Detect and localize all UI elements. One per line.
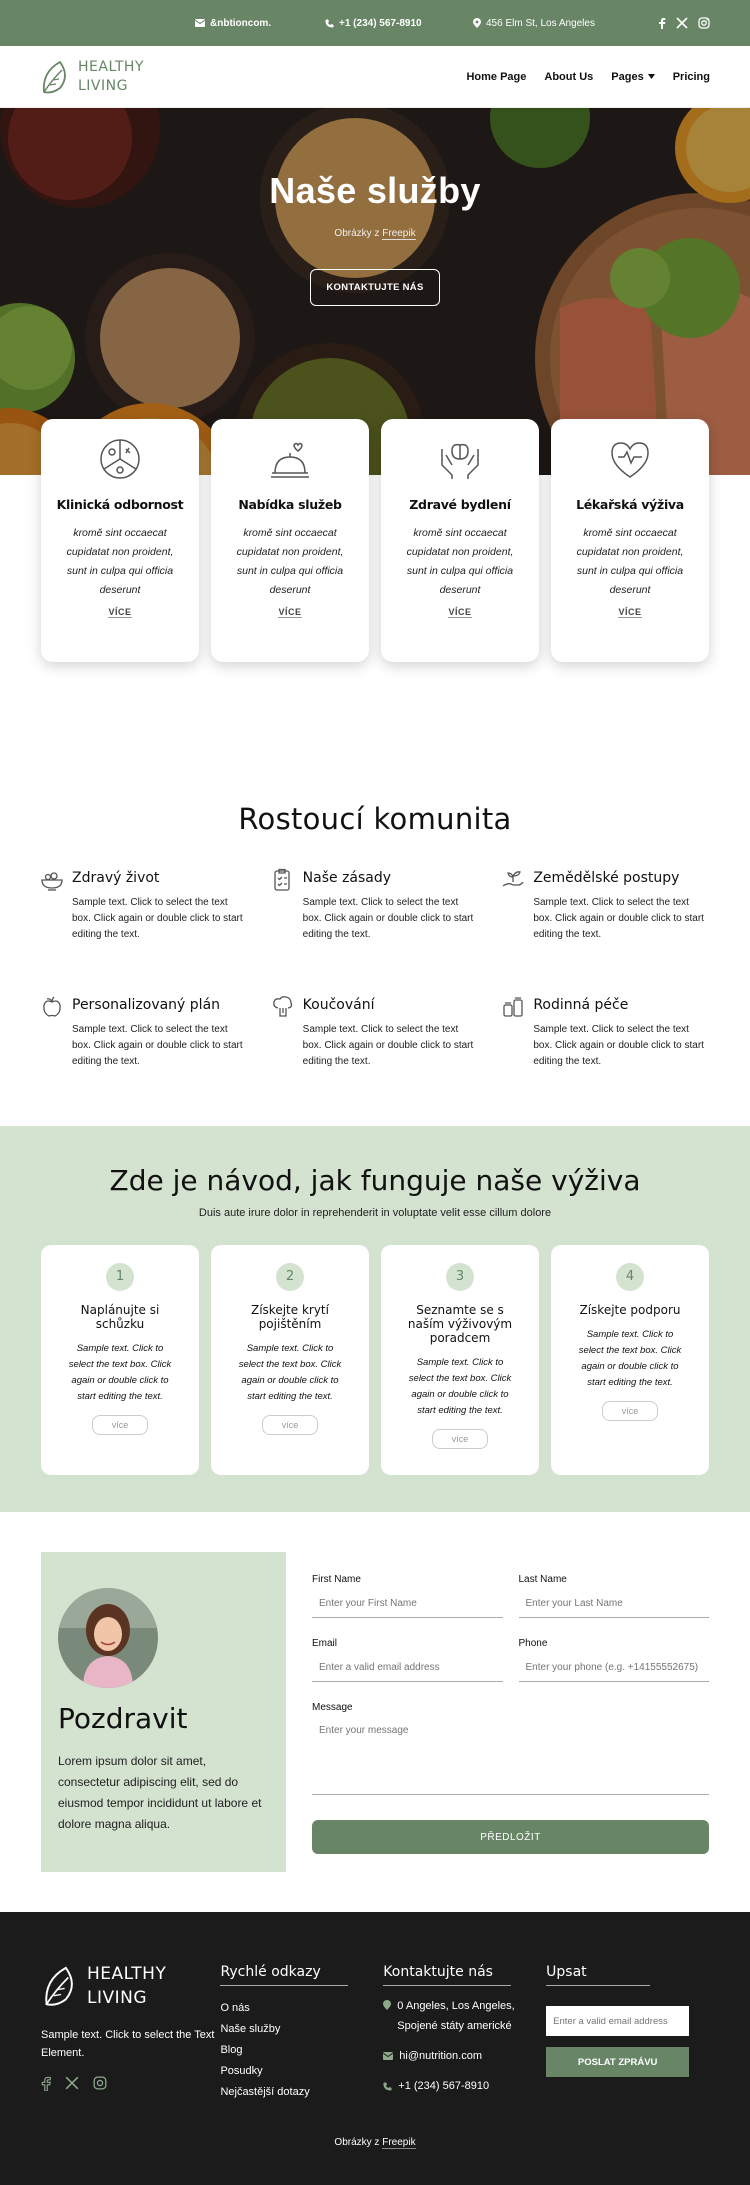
sprout-hand-icon xyxy=(501,868,525,892)
step-text: Sample text. Click to select the text box. Click again or double click to start editing the text. xyxy=(238,1343,342,1402)
step-more-button[interactable]: více xyxy=(262,1415,318,1435)
topbar-social-links xyxy=(658,17,710,29)
facebook-icon[interactable] xyxy=(658,17,666,29)
nav-pages[interactable] xyxy=(611,71,654,83)
footer-email-text: hi@nutrition.com xyxy=(399,2050,482,2062)
logo-line-2: LIVING xyxy=(78,77,128,94)
footer-phone-text: +1 (234) 567-8910 xyxy=(398,2080,490,2092)
hero-image-credit xyxy=(0,228,750,239)
community-section xyxy=(0,728,750,1110)
step-card xyxy=(381,1245,539,1475)
main-nav xyxy=(466,71,710,83)
phone-label: Phone xyxy=(518,1638,548,1649)
footer-link[interactable]: Blog xyxy=(220,2044,243,2056)
service-card xyxy=(41,419,199,662)
footer-phone[interactable] xyxy=(383,2076,546,2096)
footer-logo[interactable] xyxy=(41,1962,220,2010)
community-feature xyxy=(40,995,249,1070)
step-more-button[interactable]: více xyxy=(92,1415,148,1435)
steps-title: Zde je návod, jak funguje naše výživa xyxy=(109,1164,641,1197)
footer-email[interactable] xyxy=(383,2046,546,2066)
topbar-phone[interactable] xyxy=(325,18,473,29)
step-card xyxy=(211,1245,369,1475)
nav-about[interactable]: About Us xyxy=(544,70,594,83)
x-icon[interactable] xyxy=(676,17,688,29)
nav-pages-label: Pages xyxy=(611,70,644,83)
message-textarea[interactable] xyxy=(312,1721,709,1795)
footer-address-text: 0 Angeles, Los Angeles, Spojené státy americké xyxy=(397,2000,515,2032)
heart-apple-icon xyxy=(608,437,652,481)
subscribe-title: Upsat xyxy=(546,1964,650,1986)
feature-text: Sample text. Click to select the text box. Click again or double click to start editing the text. xyxy=(72,1024,243,1067)
hero-title: Naše služby xyxy=(269,170,481,211)
hands-brain-icon xyxy=(438,437,482,481)
footer-link[interactable]: Nejčastější dotazy xyxy=(220,2086,310,2098)
greeting-text: Lorem ipsum dolor sit amet, consectetur adipiscing elit, sed do eiusmod tempor incididunt ut labore et dolore magna aliqua. xyxy=(58,1754,262,1831)
service-title: Klinická odbornost xyxy=(56,497,184,512)
topbar-phone-text: +1 (234) 567-8910 xyxy=(339,17,422,29)
footer-logo-line-1: HEALTHY xyxy=(87,1964,167,1984)
feature-title: Zemědělské postupy xyxy=(533,870,680,886)
last-name-input[interactable] xyxy=(519,1594,710,1618)
greeting-panel xyxy=(41,1552,286,1872)
phone-icon xyxy=(383,2082,392,2091)
jars-icon xyxy=(501,995,525,1019)
contact-form xyxy=(312,1552,709,1872)
hero-contact-button[interactable]: KONTAKTUJTE NÁS xyxy=(310,269,440,306)
service-more-link[interactable]: VÍCE xyxy=(618,607,642,617)
diet-plate-icon xyxy=(98,437,142,481)
feature-text: Sample text. Click to select the text box. Click again or double click to start editing the text. xyxy=(533,897,704,940)
feature-title: Koučování xyxy=(302,997,375,1013)
service-text: kromě sint occaecat cupidatat non proident, sunt in culpa qui officia deserunt xyxy=(576,527,684,596)
step-number: 1 xyxy=(106,1263,134,1291)
step-more-button[interactable]: více xyxy=(432,1429,488,1449)
broccoli-icon xyxy=(271,995,295,1019)
community-feature xyxy=(40,868,249,943)
site-header xyxy=(0,46,750,108)
subscribe-button[interactable]: POSLAT ZPRÁVU xyxy=(546,2047,689,2077)
chevron-down-icon xyxy=(648,74,655,79)
footer-link[interactable]: Naše služby xyxy=(220,2023,281,2035)
last-name-label: Last Name xyxy=(518,1574,567,1585)
nav-pricing[interactable]: Pricing xyxy=(672,70,710,83)
cloche-heart-icon xyxy=(268,437,312,481)
apple-icon xyxy=(40,995,64,1019)
step-number: 3 xyxy=(446,1263,474,1291)
step-text: Sample text. Click to select the text box. Click again or double click to start editing the text. xyxy=(408,1357,512,1416)
footer-logo-line-2: LIVING xyxy=(87,1988,148,2008)
step-title: Seznamte se s naším výživovým poradcem xyxy=(407,1303,513,1345)
community-feature xyxy=(271,868,480,943)
feature-text: Sample text. Click to select the text box. Click again or double click to start editing the text. xyxy=(302,1024,474,1067)
feature-title: Personalizovaný plán xyxy=(72,997,221,1013)
greeting-title: Pozdravit xyxy=(58,1702,188,1735)
step-more-button[interactable]: více xyxy=(602,1401,658,1421)
service-title: Lékařská výživa xyxy=(576,497,684,512)
footer-credit-prefix: Obrázky z xyxy=(334,2137,380,2148)
phone-icon xyxy=(325,19,334,28)
community-feature xyxy=(501,868,710,943)
service-more-link[interactable]: VÍCE xyxy=(108,607,132,617)
topbar-email-text: &nbtioncom. xyxy=(210,17,272,29)
step-title: Získejte podporu xyxy=(579,1303,681,1317)
feature-title: Rodinná péče xyxy=(533,997,629,1013)
footer-link[interactable]: O nás xyxy=(220,2002,250,2014)
phone-input[interactable] xyxy=(519,1658,710,1682)
message-label: Message xyxy=(312,1702,353,1713)
community-title: Rostoucí komunita xyxy=(238,802,512,836)
hero-credit-link[interactable]: Freepik xyxy=(382,228,416,239)
footer-contact-title: Kontaktujte nás xyxy=(383,1964,511,1986)
instagram-icon[interactable] xyxy=(698,17,710,29)
service-more-link[interactable]: VÍCE xyxy=(448,607,472,617)
quick-links-title: Rychlé odkazy xyxy=(220,1964,348,1986)
how-it-works-section xyxy=(0,1126,750,1512)
leaf-logo-icon xyxy=(40,58,72,96)
mail-icon xyxy=(383,2052,393,2060)
first-name-label: First Name xyxy=(312,1574,361,1585)
location-pin-icon xyxy=(383,2000,391,2010)
submit-button[interactable]: PŘEDLOŽIT xyxy=(312,1820,709,1854)
step-card xyxy=(41,1245,199,1475)
email-input[interactable] xyxy=(312,1658,503,1682)
instagram-icon[interactable] xyxy=(93,2076,107,2090)
checklist-icon xyxy=(271,868,295,892)
feature-title: Naše zásady xyxy=(302,870,392,886)
service-text: kromě sint occaecat cupidatat non proident, sunt in culpa qui officia deserunt xyxy=(236,527,344,596)
service-card xyxy=(211,419,369,662)
service-text: kromě sint occaecat cupidatat non proident, sunt in culpa qui officia deserunt xyxy=(406,527,514,596)
footer-image-credit xyxy=(0,2137,750,2148)
community-feature xyxy=(271,995,480,1070)
service-more-link[interactable]: VÍCE xyxy=(278,607,302,617)
site-footer xyxy=(0,1912,750,2185)
service-card xyxy=(551,419,709,662)
feature-text: Sample text. Click to select the text box. Click again or double click to start editing the text. xyxy=(533,1024,704,1067)
step-title: Získejte krytí pojištěním xyxy=(251,1303,329,1331)
topbar-email[interactable] xyxy=(195,18,325,29)
facebook-icon[interactable] xyxy=(41,2076,51,2091)
footer-social-links xyxy=(41,2076,220,2091)
step-text: Sample text. Click to select the text box. Click again or double click to start editing the text. xyxy=(578,1329,682,1388)
step-number: 4 xyxy=(616,1263,644,1291)
service-card xyxy=(381,419,539,662)
email-label: Email xyxy=(312,1638,338,1649)
bowl-icon xyxy=(40,868,64,892)
hero-credit-prefix: Obrázky z xyxy=(334,228,380,239)
site-logo[interactable] xyxy=(40,58,144,96)
top-contact-bar xyxy=(0,0,750,46)
x-icon[interactable] xyxy=(65,2076,79,2090)
contact-section xyxy=(0,1512,750,1912)
nav-home[interactable]: Home Page xyxy=(466,70,527,83)
services-section xyxy=(0,475,750,728)
first-name-input[interactable] xyxy=(312,1594,503,1618)
step-number: 2 xyxy=(276,1263,304,1291)
footer-description: Sample text. Click to select the Text Element. xyxy=(41,2029,215,2059)
logo-line-1: HEALTHY xyxy=(78,58,144,75)
feature-text: Sample text. Click to select the text box. Click again or double click to start editing the text. xyxy=(72,897,243,940)
feature-title: Zdravý život xyxy=(72,870,160,886)
avatar xyxy=(58,1588,158,1688)
location-pin-icon xyxy=(473,18,481,28)
leaf-logo-icon xyxy=(41,1963,81,2009)
feature-text: Sample text. Click to select the text box. Click again or double click to start editing the text. xyxy=(302,897,474,940)
community-feature xyxy=(501,995,710,1070)
steps-subtitle: Duis aute irure dolor in reprehenderit in voluptate velit esse cillum dolore xyxy=(198,1207,552,1219)
footer-link[interactable]: Posudky xyxy=(220,2065,263,2077)
service-title: Zdravé bydlení xyxy=(409,497,511,512)
step-card xyxy=(551,1245,709,1475)
topbar-address xyxy=(473,18,658,29)
mail-icon xyxy=(195,19,205,27)
footer-credit-link[interactable]: Freepik xyxy=(382,2137,416,2148)
subscribe-email-input[interactable] xyxy=(546,2006,689,2036)
step-title: Naplánujte si schůzku xyxy=(80,1303,160,1331)
service-title: Nabídka služeb xyxy=(238,497,342,512)
topbar-address-text: 456 Elm St, Los Angeles xyxy=(486,17,595,29)
step-text: Sample text. Click to select the text box. Click again or double click to start editing the text. xyxy=(68,1343,172,1402)
footer-address xyxy=(383,1996,546,2036)
service-text: kromě sint occaecat cupidatat non proident, sunt in culpa qui officia deserunt xyxy=(66,527,174,596)
